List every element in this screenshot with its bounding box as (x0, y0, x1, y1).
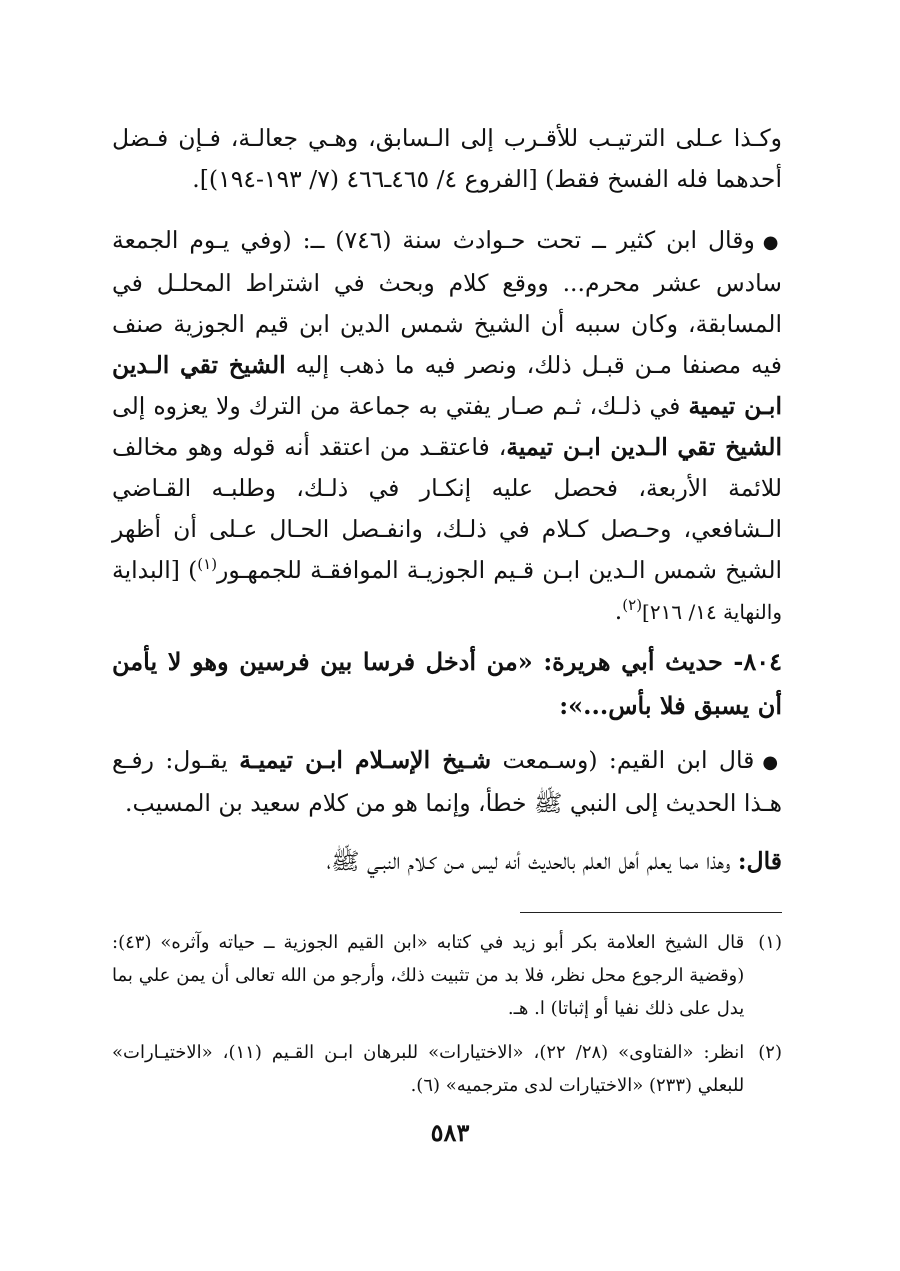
bold-name: شـيخ الإسـلام ابـن تيميـة (239, 746, 492, 774)
paragraph-qal (112, 841, 782, 882)
footnote-ref-1[interactable]: (١) (197, 555, 218, 574)
paragraph-ibn-kathir (112, 220, 782, 633)
hadith-heading (112, 640, 782, 728)
bold-name: الشيخ تقي الـدين ابـن تيمية (506, 433, 782, 461)
bullet-icon: ● (762, 232, 782, 253)
footnote-number: (١) (758, 932, 782, 953)
citation: والنهاية ١٤/ ٢١٦] (642, 600, 782, 624)
bold-word: قال: (737, 847, 782, 875)
footnote-1 (112, 926, 782, 1025)
bold-name: الشيخ تقي الـدين ابـن تيمية (112, 351, 782, 420)
footnote-text: انظر: «الفتاوى» (٢٨/ ٢٢)، «الاختيارات» للبرهان ابـن القـيم (١١)، «الاختيـارات» للبعلي (٢٣٣) «الاختيارات لدى مترجميه» (٦). (112, 1042, 745, 1096)
footnote-divider (520, 912, 782, 913)
bullet-icon: ● (762, 752, 782, 773)
text-segment: . (614, 597, 623, 625)
paragraph-text: وكـذا عـلى الترتيـب للأقـرب إلى الـسابق، وهـي جعالـة، فـإن فـضل أحدهما فله الفسخ فقط) [الفروع ٤/ ٤٦٥ـ٤٦٦ (٧/ ١٩٣-١٩٤)]. (112, 124, 782, 193)
text-segment: في ذلـك، ثـم صـار يفتي به جماعة من الترك ولا يعزوه إلى (112, 392, 689, 420)
text-segment: وهذا مما يعلم أهل العلم بالحديث أنه ليس مـن كـلام النبـي ﷺ، (326, 847, 738, 875)
hadith-heading-text: ٨٠٤- حديث أبي هريرة: «من أدخل فرسا بين فرسين وهو لا يأمن أن يسبق فلا بأس...»: (112, 647, 782, 720)
text-segment: وقال ابن كثير ــ تحت حـوادث سنة (٧٤٦) ــ: (وفي يـوم الجمعة سادس عشر محرم... ووقع كلام وبحث في اشتراط المحلـل في المسابقة، وكان سببه أن الشيخ شمس الدين ابن قيم الجوزية صنف فيه مصنفا مـن قبـل ذلك، ونصر فيه ما ذهب إليه (112, 226, 782, 379)
footnote-text: قال الشيخ العلامة بكر أبو زيد في كتابه «ابن القيم الجوزية ــ حياته وآثره» (٤٣): (وقضية الرجوع محل نظر، فلا بد من تثبيت ذلك، وأرجو من الله تعالى أن يمن علي بما يدل على ذلك نفيا أو إثباتا) ا. هـ. (112, 932, 745, 1019)
paragraph-continuation (112, 118, 782, 200)
text-segment: يقـول: رفـع هـذا الحديث إلى النبي ﷺ خطأ، وإنما هو من كلام سعيد بن المسيب. (112, 746, 782, 817)
text-segment: ) [البداية (112, 556, 198, 584)
text-segment: ، فاعتقـد من اعتقد أنه قوله وهو مخالف للائمة الأربعة، فحصل عليه إنكـار في ذلـك، وطلبـه القـاضي الـشافعي، وحـصل كـلام في ذلـك، وانفـصل الحـال عـلى أن أظهر الشيخ شمس الـدين ابـن قـيم الجوزيـة الموافقـة للجمهـور (112, 433, 783, 584)
footnote-ref-2[interactable]: (٢) (622, 596, 643, 615)
footnote-number: (٢) (758, 1042, 782, 1063)
text-segment: قال ابن القيم: (وسـمعت (491, 746, 755, 774)
paragraph-ibn-qayyim (112, 740, 782, 824)
page-number: ٥٨٣ (430, 1118, 470, 1147)
footnote-2 (112, 1036, 782, 1102)
